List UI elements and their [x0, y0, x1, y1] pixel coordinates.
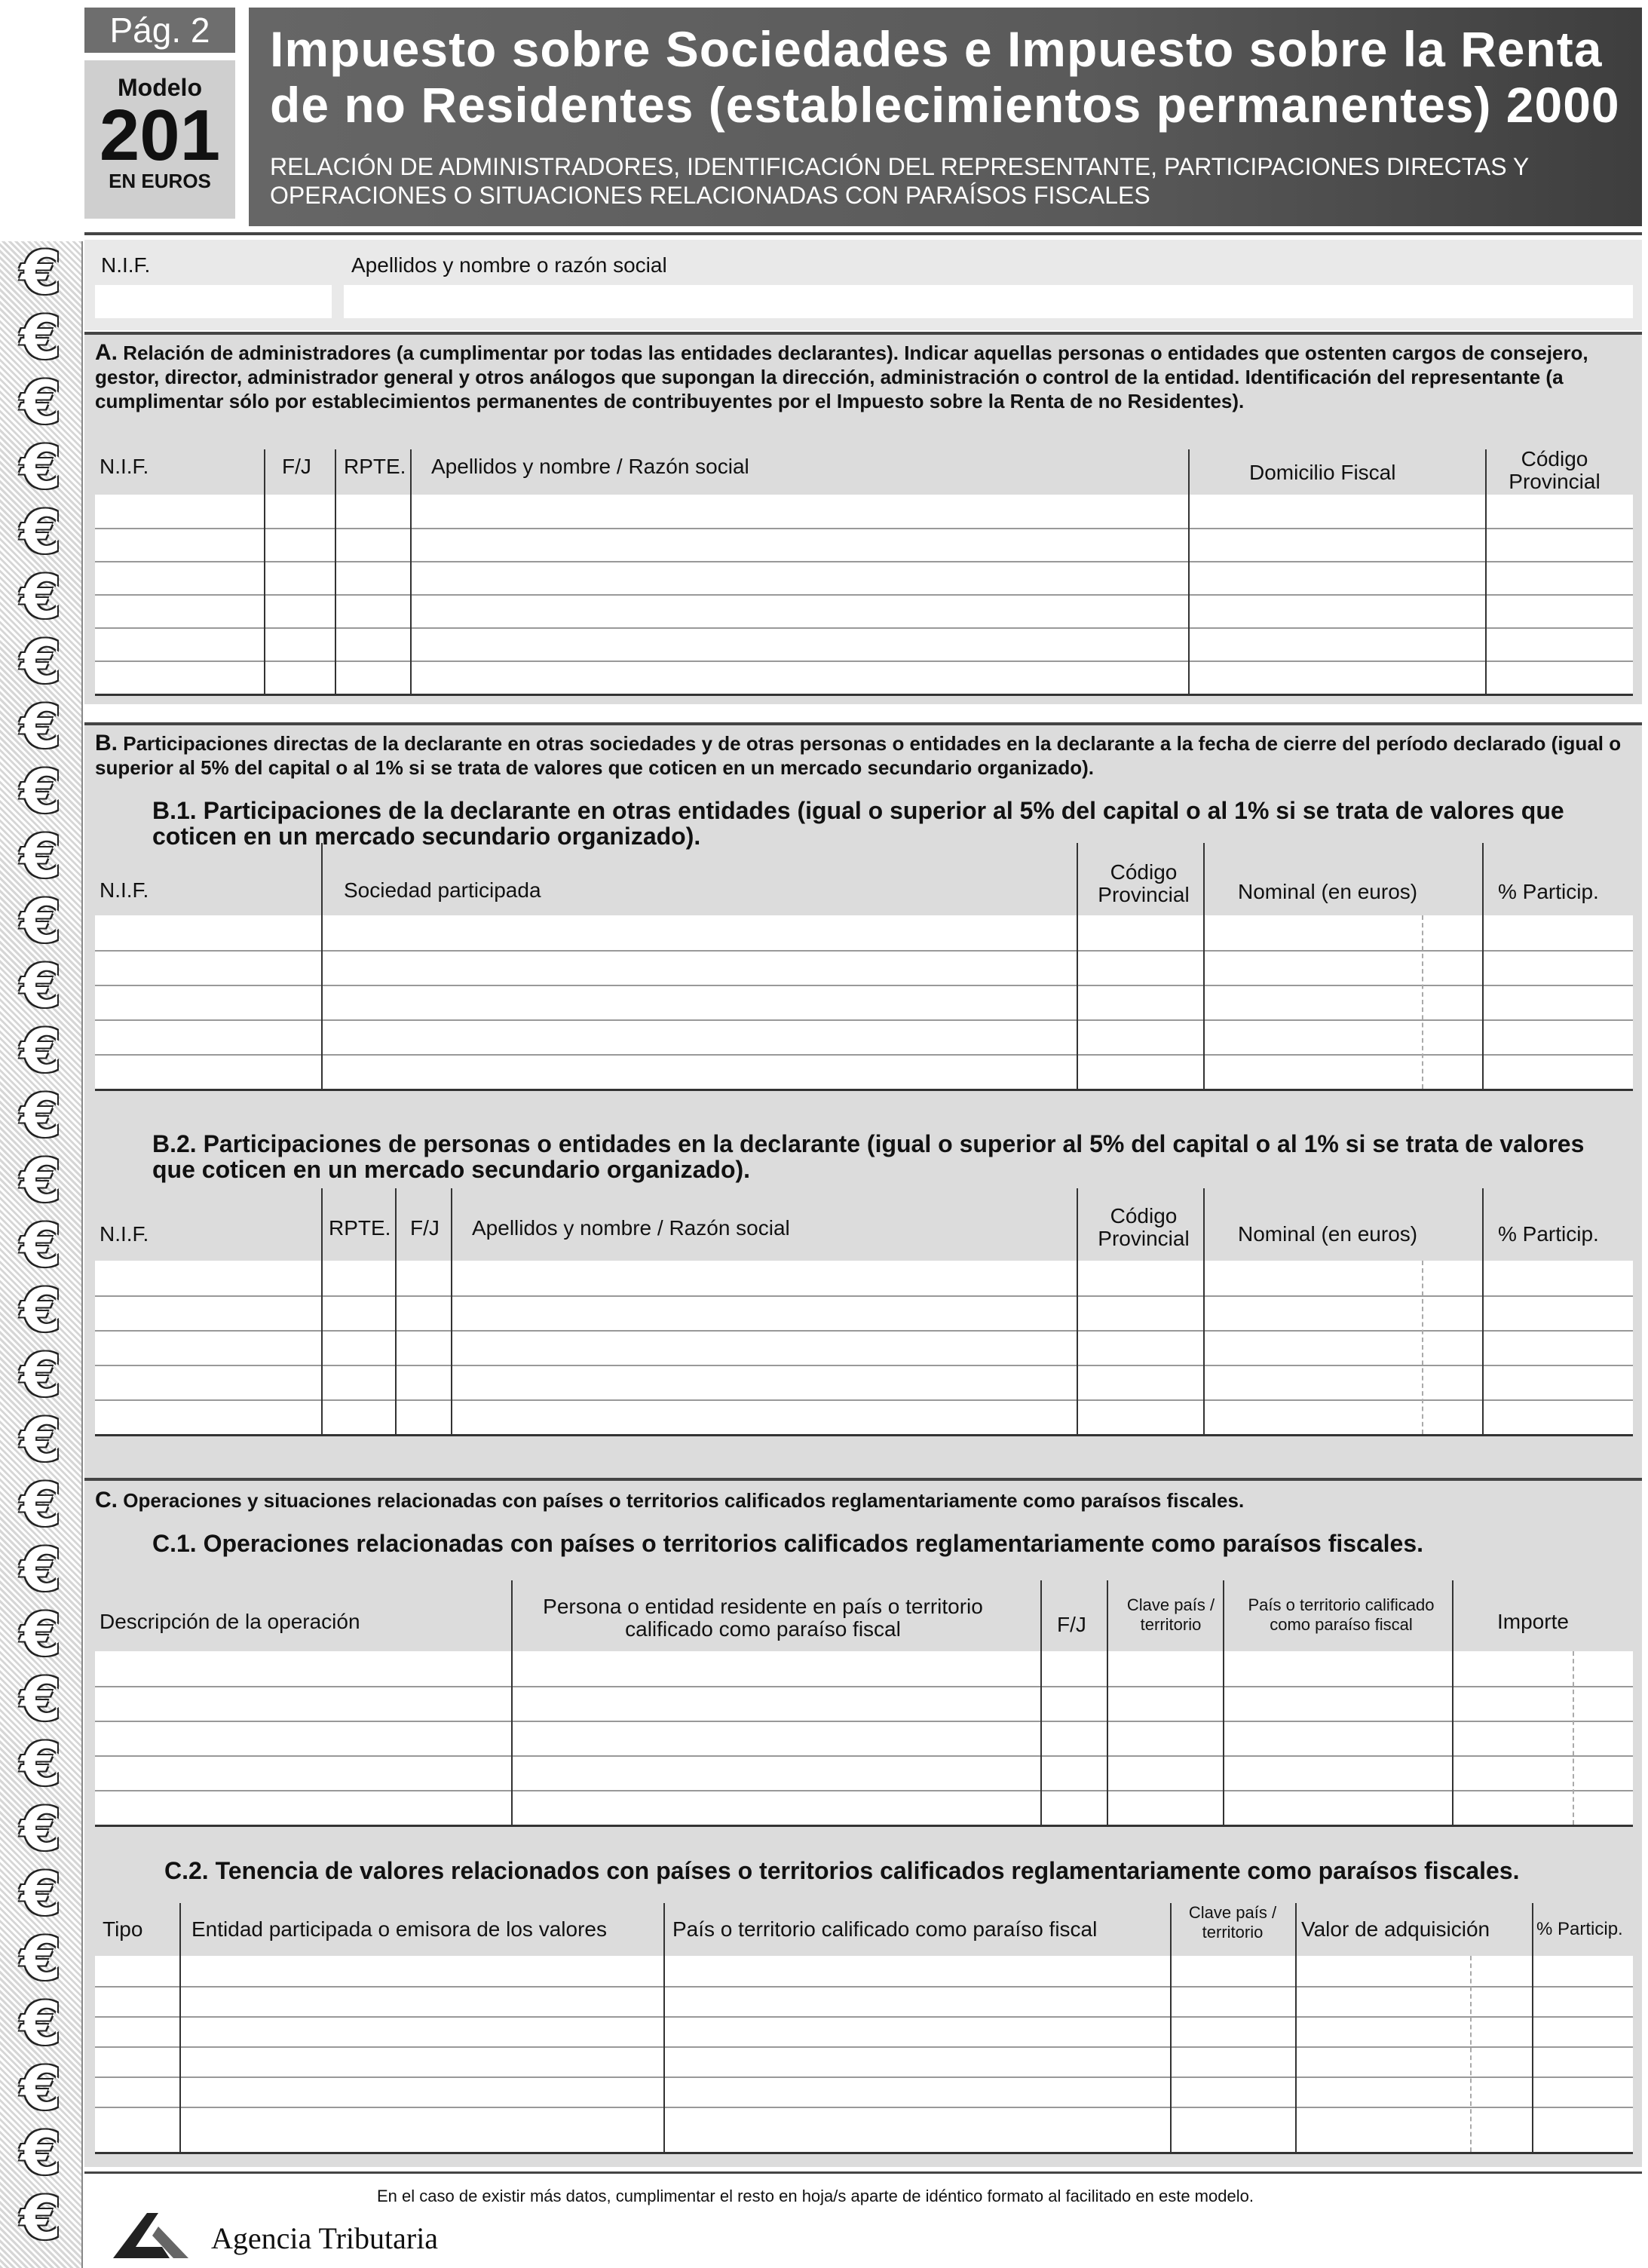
- c2-col-valor: Valor de adquisición: [1301, 1917, 1490, 1941]
- section-b-text: B. Participaciones directas de la declarante en otras sociedades y de otras personas o entidades en la declarante a la fecha de cierre del período declarado (igual o superior al 5% del capital o al 1% si se trata de valores que coticen en un mercado secundario organizado).: [95, 731, 1622, 779]
- footer-divider: [84, 2171, 1642, 2174]
- name-field[interactable]: [344, 285, 1633, 318]
- euro-pattern-icon: €: [20, 694, 62, 762]
- euro-pattern-icon: €: [20, 305, 62, 372]
- euro-pattern-icon: €: [20, 1926, 62, 1994]
- b1-col-sociedad: Sociedad participada: [344, 878, 541, 902]
- euro-pattern-icon: €: [20, 1861, 62, 1929]
- euro-pattern-icon: €: [20, 1407, 62, 1475]
- section-c: [84, 1478, 1642, 2167]
- col-cod-prov: Código Provincial: [1509, 447, 1601, 493]
- agency-name: Agencia Tributaria: [211, 2221, 439, 2255]
- c2-title: C.2. Tenencia de valores relacionados con países o territorios calificados reglamentariamente como paraísos fiscales.: [164, 1857, 1520, 1884]
- euro-pattern-icon: €: [20, 1083, 62, 1151]
- euro-pattern-icon: €: [20, 2055, 62, 2123]
- page-number: Pág. 2: [84, 8, 235, 53]
- modelo-label: Modelo: [118, 74, 202, 101]
- euro-pattern-icon: €: [20, 888, 62, 956]
- table-c2[interactable]: [95, 1956, 1633, 2154]
- b1-col-particip: % Particip.: [1498, 880, 1599, 903]
- b2-col-name: Apellidos y nombre / Razón social: [472, 1216, 790, 1240]
- b1-title: B.1. Participaciones de la declarante en otras entidades (igual o superior al 5% del capital o al 1% si se trata de valores que coticen en un mercado secundario organizado).: [152, 797, 1564, 850]
- euro-pattern-icon: €: [20, 1342, 62, 1410]
- euro-pattern-strip: [0, 241, 83, 2268]
- footer-note: En el caso de existir más datos, cumplimentar el resto en hoja/s aparte de idéntico formato al facilitado en este modelo.: [377, 2187, 1254, 2205]
- b2-col-nif: N.I.F.: [100, 1222, 149, 1246]
- b2-col-nominal: Nominal (en euros): [1238, 1222, 1418, 1246]
- b1-col-nominal: Nominal (en euros): [1238, 880, 1418, 903]
- table-a[interactable]: [95, 495, 1633, 696]
- agency-logo-icon: [106, 2205, 196, 2266]
- page-subtitle: RELACIÓN DE ADMINISTRADORES, IDENTIFICACIÓN DEL REPRESENTANTE, PARTICIPACIONES DIRECTAS Y OPERACIONES O SITUACIONES RELACIONADAS CON PARAÍSOS FISCALES: [270, 153, 1529, 209]
- table-b2[interactable]: [95, 1261, 1633, 1436]
- b1-col-cod-prov: Código Provincial: [1098, 860, 1190, 906]
- currency-label: EN EUROS: [109, 170, 211, 192]
- c1-col-fj: F/J: [1057, 1613, 1086, 1636]
- euro-pattern-icon: €: [20, 564, 62, 632]
- euro-pattern-icon: €: [20, 629, 62, 697]
- section-a-text: A. Relación de administradores (a cumplimentar por todas las entidades declarantes). Indicar aquellas personas o entidades que ostenten cargos de consejero, gestor, director, administrador general y otros análogos que supongan la dirección, administración o control de la entidad. Identificación del representante (a cumplimentar sólo por establecimientos permanentes de contribuyentes por el Impuesto sobre la Renta de no Residentes).: [95, 340, 1588, 412]
- euro-pattern-icon: €: [20, 499, 62, 567]
- section-a: [84, 332, 1642, 704]
- c1-col-clave: Clave país / territorio: [1126, 1595, 1215, 1634]
- col-name: Apellidos y nombre / Razón social: [431, 455, 749, 478]
- c2-col-entidad: Entidad participada o emisora de los valores: [191, 1917, 607, 1941]
- col-rpte: RPTE.: [344, 455, 406, 478]
- c1-col-descripcion: Descripción de la operación: [100, 1610, 360, 1633]
- euro-pattern-icon: €: [20, 1601, 62, 1669]
- euro-pattern-icon: €: [20, 2185, 62, 2253]
- name-label: Apellidos y nombre o razón social: [351, 253, 667, 277]
- b2-col-cod-prov: Código Provincial: [1098, 1204, 1190, 1250]
- euro-pattern-icon: €: [20, 1796, 62, 1864]
- euro-pattern-icon: €: [20, 2120, 62, 2188]
- euro-pattern-icon: €: [20, 1018, 62, 1086]
- c1-title: C.1. Operaciones relacionadas con países o territorios calificados reglamentariamente como paraísos fiscales.: [152, 1530, 1424, 1557]
- b2-title: B.2. Participaciones de personas o entidades en la declarante (igual o superior al 5% del capital o al 1% si se trata de valores que coticen en un mercado secundario organizado).: [152, 1130, 1585, 1183]
- euro-pattern-icon: €: [20, 369, 62, 437]
- euro-pattern-icon: €: [20, 1472, 62, 1540]
- divider: [84, 232, 1642, 235]
- euro-pattern-icon: €: [20, 1537, 62, 1604]
- c1-col-persona: Persona o entidad residente en país o territorio calificado como paraíso fiscal: [543, 1595, 983, 1641]
- c2-col-particip: % Particip.: [1536, 1919, 1623, 1939]
- c1-col-pais: País o territorio calificado como paraíso fiscal: [1248, 1595, 1435, 1634]
- b2-col-fj: F/J: [410, 1216, 440, 1240]
- c2-col-pais: País o territorio calificado como paraíso fiscal: [672, 1917, 1098, 1941]
- table-b1[interactable]: [95, 915, 1633, 1091]
- euro-pattern-icon: €: [20, 953, 62, 1021]
- c1-col-importe: Importe: [1497, 1610, 1569, 1633]
- section-c-text: C. Operaciones y situaciones relacionadas con países o territorios calificados reglamentariamente como paraísos fiscales.: [95, 1488, 1245, 1513]
- section-b: [84, 722, 1642, 1479]
- table-c1[interactable]: [95, 1651, 1633, 1827]
- euro-pattern-icon: €: [20, 759, 62, 826]
- euro-pattern-icon: €: [20, 823, 62, 891]
- declarant-id-row: [84, 240, 1642, 330]
- euro-pattern-icon: €: [20, 1212, 62, 1280]
- b2-col-rpte: RPTE.: [329, 1216, 391, 1240]
- c2-col-tipo: Tipo: [103, 1917, 143, 1941]
- c2-col-clave: Clave país / territorio: [1188, 1903, 1277, 1942]
- euro-pattern-icon: €: [20, 1666, 62, 1734]
- col-fj: F/J: [282, 455, 311, 478]
- col-domicilio: Domicilio Fiscal: [1249, 461, 1396, 484]
- euro-pattern-icon: €: [20, 1277, 62, 1345]
- page-title: Impuesto sobre Sociedades e Impuesto sobre la Renta de no Residentes (establecimientos permanentes) 2000: [270, 21, 1620, 133]
- b2-col-particip: % Particip.: [1498, 1222, 1599, 1246]
- nif-label: N.I.F.: [101, 253, 151, 277]
- euro-pattern-icon: €: [20, 1148, 62, 1215]
- col-nif: N.I.F.: [100, 455, 149, 478]
- modelo-box: [84, 60, 235, 219]
- euro-pattern-icon: €: [20, 1991, 62, 2058]
- euro-pattern-icon: €: [20, 434, 62, 502]
- euro-pattern-icon: €: [20, 1731, 62, 1799]
- b1-col-nif: N.I.F.: [100, 878, 149, 902]
- title-banner: [249, 8, 1642, 226]
- euro-pattern-icon: €: [20, 241, 62, 308]
- modelo-number: 201: [99, 95, 221, 176]
- nif-field[interactable]: [95, 285, 332, 318]
